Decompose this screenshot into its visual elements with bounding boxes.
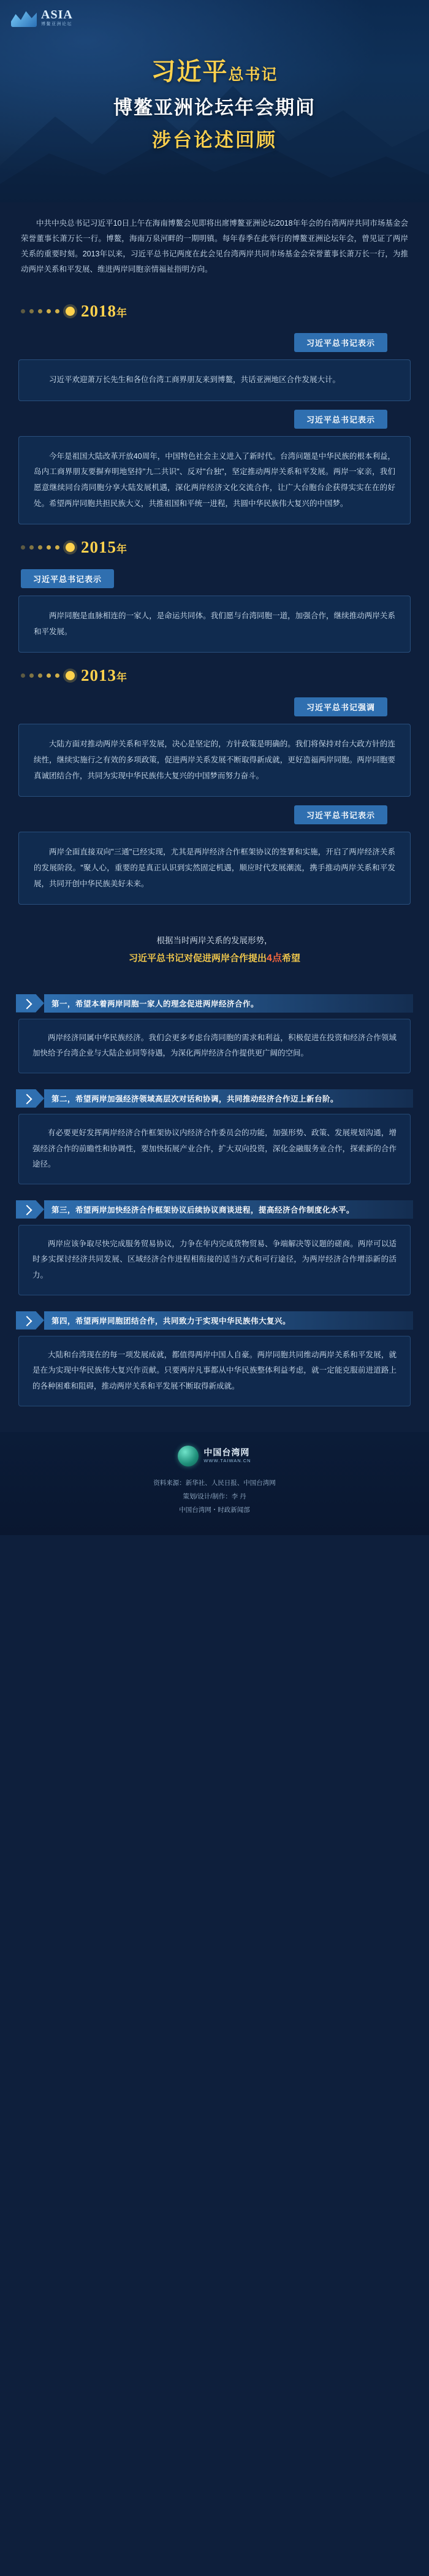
- callout-line-1: 根据当时两岸关系的发展形势，: [156, 936, 273, 946]
- year-dot-icon: [66, 307, 75, 316]
- point-paragraph: 大陆和台湾现在的每一项发展成就，都值得两岸中国人自豪。两岸同胞共同维动两岸关系和平发展，就是在为实现中华民族伟大复兴作贡献。只要两岸凡事都从中华民族整体利益考虑，就一定能克服前进道路上的各种困难和阻碍，推动两岸关系和平发展不断取得新成就。: [32, 1350, 397, 1390]
- point-header-4: [16, 1311, 413, 1330]
- title-role: 总书记: [228, 66, 278, 83]
- dots-decoration-icon: [21, 545, 59, 550]
- point-header-2: [16, 1089, 413, 1108]
- point-paragraph: 两岸经济同属中华民族经济。我们会更多考虑台湾同胞的需求和利益，积极促进在投资和经济合作领域加快给予台湾企业与大陆企业同等待遇，为深化两岸经济合作提供更广阔的空间。: [32, 1033, 397, 1058]
- asia-logo-icon: [11, 9, 37, 27]
- footer-logo-cn: 中国台湾网: [203, 1447, 250, 1457]
- footer-source: 资料来源：新华社、人民日报、中国台湾网: [153, 1479, 276, 1487]
- footer-logo[interactable]: [178, 1446, 251, 1466]
- speaker-wrap-1: [0, 401, 429, 429]
- footer: [0, 1432, 429, 1535]
- callout-block: [18, 923, 411, 978]
- callout-text-pre: 习近平总书记对促进两岸合作提出: [129, 953, 267, 964]
- quote-card-2: [18, 596, 411, 653]
- year-dot-icon: [66, 543, 75, 552]
- speaker-wrap-3: [0, 689, 429, 716]
- quote-paragraph: 两岸同胞是血脉相连的一家人，是命运共同体。我们愿与台湾同胞一道，加强合作，继续推动两岸关系和平发展。: [34, 611, 395, 636]
- speaker-label-1: 习近平总书记表示: [294, 410, 387, 429]
- lead-paragraph: 中共中央总书记习近平10日上午在海南博鳌会见即将出席博鳌亚洲论坛2018年年会的台湾两岸共同市场基金会荣誉董事长萧万长一行。博鳌，海南万泉河畔的一期明镇。每年春季在此举行的博鳌亚洲论坛年会，曾见证了两岸关系的重要时刻。2013年以来，习近平总书记两度在此会见台湾两岸共同市场基金会荣誉董事长萧万长一行，为推动两岸关系和平发展、维进两岸同胞亲情福祉指明方向。: [21, 219, 408, 274]
- header-banner: [0, 0, 429, 202]
- year-marker-2013: [0, 653, 429, 689]
- speaker-label-2: 习近平总书记表示: [21, 569, 114, 588]
- point-body-1: [18, 1019, 411, 1073]
- point-title-4: 第四，希望两岸同胞团结合作，共同致力于实现中华民族伟大复兴。: [44, 1311, 413, 1330]
- point-body-3: [18, 1225, 411, 1295]
- quote-paragraph: 今年是祖国大陆改革开放40周年，中国特色社会主义进入了新时代。台湾问题是中华民族的根本利益，岛内工商界朋友要摒弃明地坚持"九二共识"、反对"台独"，坚定推动两岸关系和平发展。两岸一家亲，我们愿意继续同台湾同胞分享大陆发展机遇，深化两岸经济文化交流合作，让广大台胞台企获得实实在在的好处。希望两岸同胞共担民族大义，共推祖国和平统一进程，共圆中华民族伟大复兴的中国梦。: [34, 451, 395, 508]
- point-title-1: 第一，希望本着两岸同胞一家人的理念促进两岸经济合作。: [44, 994, 413, 1013]
- point-header-1: [16, 994, 413, 1013]
- footer-credits: 策划/设计/制作：李 丹: [183, 1492, 246, 1500]
- footer-department: 中国台湾网・时政新闻部: [179, 1506, 250, 1514]
- title-line-2: 博鳌亚洲论坛年会期间: [113, 97, 316, 118]
- quote-paragraph: 习近平欢迎萧万长先生和各位台湾工商界朋友来到博鳌，共话亚洲地区合作发展大计。: [49, 375, 341, 384]
- quote-paragraph: 两岸全面直接双向"三通"已经实现，尤其是两岸经济合作框架协议的签署和实施，开启了两岸经济关系的发展阶段。"聚人心，重要的是真正认识到实然固定机遇，顺应时代发展潮流，携手推动两岸关系和平发展，共同开创中华民族美好未来。: [34, 848, 395, 888]
- speaker-label-0: 习近平总书记表示: [294, 333, 387, 352]
- site-logo[interactable]: [11, 9, 73, 27]
- year-label-2013: 2013年: [81, 666, 127, 685]
- point-paragraph: 有必要更好发挥两岸经济合作框架协议内经济合作委员会的功能，加强形势、政策、发展规划沟通，增强经济合作的前瞻性和协调性，要加快拓展产业合作，扩大双向投资，深化金融服务业合作，探索新的合作途径。: [32, 1128, 397, 1169]
- quote-card-4: [18, 832, 411, 905]
- chevron-right-icon: [16, 1089, 44, 1108]
- speaker-wrap-0: [0, 324, 429, 352]
- callout-text-post: 希望: [281, 953, 300, 964]
- point-title-2: 第二，希望两岸加强经济领域高层次对话和协调，共同推动经济合作迈上新台阶。: [44, 1089, 413, 1108]
- title-line-3: 涉台论述回顾: [152, 129, 277, 151]
- title-line-1: [0, 56, 429, 87]
- quote-paragraph: 大陆方面对推动两岸关系和平发展，决心是坚定的，方针政策是明确的。我们将保持对台大政方针的连续性，继续实施行之有效的多项政策，促进两岸关系发展不断取得新成就，更好造福两岸同胞。两岸同胞要真诚团结合作，共同为实现中华民族伟大复兴的中国梦而努力奋斗。: [34, 740, 395, 780]
- quote-card-3: [18, 724, 411, 797]
- dots-decoration-icon: [21, 673, 59, 678]
- title-name: 习近平: [151, 58, 229, 85]
- chevron-right-icon: [16, 1200, 44, 1219]
- quote-card-0: [18, 359, 411, 401]
- chevron-right-icon: [16, 994, 44, 1013]
- globe-icon: [178, 1446, 199, 1466]
- callout-number: 4点: [267, 953, 282, 964]
- speaker-label-4: 习近平总书记表示: [294, 805, 387, 824]
- chevron-right-icon: [16, 1311, 44, 1330]
- logo-en-text: ASIA: [41, 8, 73, 22]
- year-dot-icon: [66, 671, 75, 680]
- year-label-2018: 2018年: [81, 302, 127, 320]
- point-title-3: 第三，希望两岸加快经济合作框架协议后续协议商谈进程，提高经济合作制度化水平。: [44, 1200, 413, 1219]
- title-block: [0, 56, 429, 152]
- year-marker-2015: [0, 524, 429, 561]
- logo-cn-text: 博鳌亚洲论坛: [41, 22, 72, 27]
- year-label-2015: 2015年: [81, 538, 127, 557]
- footer-logo-en: WWW.TAIWAN.CN: [203, 1458, 251, 1464]
- speaker-wrap-4: [0, 797, 429, 824]
- speaker-label-3: 习近平总书记强调: [294, 697, 387, 716]
- quote-card-1: [18, 436, 411, 525]
- callout-line-2: [25, 949, 404, 968]
- point-paragraph: 两岸应该争取尽快完成服务贸易协议，力争在年内完成货物贸易、争端解决等议题的磋商。两岸可以适时多实探讨经济共同发展、区域经济合作进程相衔接的适当方式和可行途径，为两岸经济合作增添新的活力。: [32, 1239, 397, 1279]
- point-body-2: [18, 1114, 411, 1184]
- speaker-wrap-2: [0, 561, 429, 588]
- year-marker-2018: [0, 288, 429, 324]
- point-body-4: [18, 1336, 411, 1406]
- point-header-3: [16, 1200, 413, 1219]
- dots-decoration-icon: [21, 309, 59, 313]
